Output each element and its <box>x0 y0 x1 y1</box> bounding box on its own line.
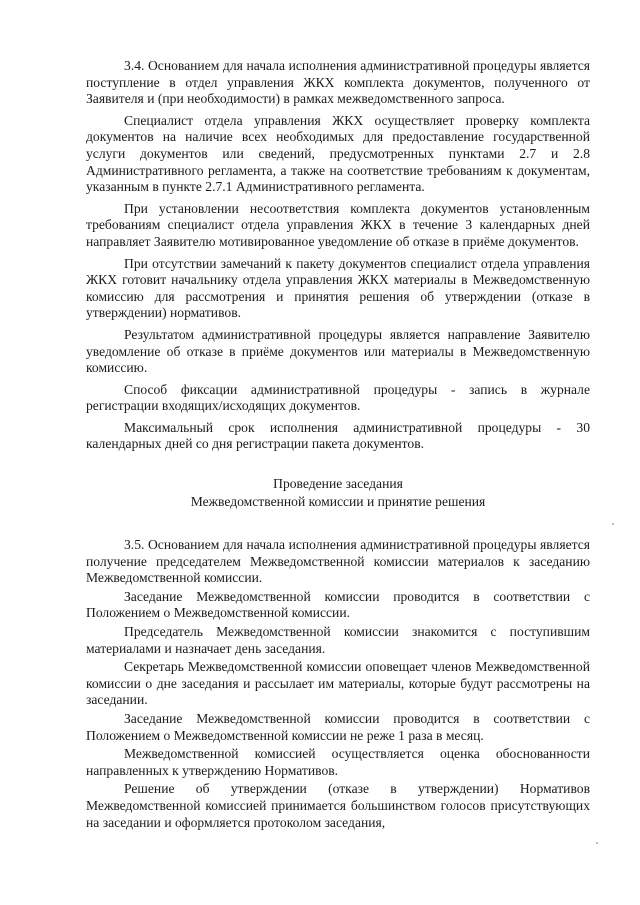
paragraph-3-4: 3.4. Основанием для начала исполнения административной процедуры является поступление в отдел управления ЖКХ комплекта документов, полученного от Заявителя и (при необходимости) в рамках межведомственного запроса. <box>86 58 590 107</box>
paragraph-nonconformity: При установлении несоответствия комплекта документов установленным требованиям специалист отдела управления ЖКХ в течение 3 календарных дней направляет Заявителю мотивированное уведомление об отказе в приёме документов. <box>86 200 590 249</box>
paragraph-assessment: Межведомственной комиссией осуществляется оценка обоснованности направленных к утверждению Нормативов. <box>86 746 590 778</box>
section-heading-line-1: Проведение заседания <box>273 476 403 492</box>
paragraph-decision: Решение об утверждении (отказе в утверждении) Нормативов Межведомственной комиссией принимается большинством голосов присутствующих на заседании и оформляется протоколом заседания, <box>86 781 590 830</box>
paragraph-secretary: Секретарь Межведомственной комиссии оповещает членов Межведомственной комиссии о дне заседания и рассылает им материалы, которые будут рассмотрены на заседании. <box>86 659 590 708</box>
document-page <box>86 58 590 833</box>
paragraph-3-5: 3.5. Основанием для начала исполнения административной процедуры является получение председателем Межведомственной комиссии материалов к заседанию Межведомственной комиссии. <box>86 537 590 586</box>
paragraph-meeting-held: Заседание Межведомственной комиссии проводится в соответствии с Положением о Межведомственной комиссии. <box>86 588 590 621</box>
section-heading <box>86 475 590 511</box>
paragraph-meeting-frequency: Заседание Межведомственной комиссии проводится в соответствии с Положением о Межведомственной комиссии не реже 1 раза в месяц. <box>86 711 590 743</box>
paragraph-fixation: Способ фиксации административной процедуры - запись в журнале регистрации входящих/исходящих документов. <box>86 381 590 414</box>
scan-speck <box>612 523 614 525</box>
paragraph-check-documents: Специалист отдела управления ЖКХ осуществляет проверку комплекта документов на наличие всех необходимых для предоставление государственной услуги документов или сведений, предусмотренных пунктами 2.7 и 2.8 Административного регламента, а также на соответствие требованиям к документам, указанным в пункте 2.7.1 Административного регламента. <box>86 112 590 195</box>
scan-speck <box>596 842 598 844</box>
paragraph-result: Результатом административной процедуры является направление Заявителю уведомление об отказе в приёме документов или материалы в Межведомственную комиссию. <box>86 326 590 376</box>
paragraph-max-term: Максимальный срок исполнения административной процедуры - 30 календарных дней со дня регистрации пакета документов. <box>86 419 590 452</box>
paragraph-no-remarks: При отсутствии замечаний к пакету документов специалист отдела управления ЖКХ готовит начальнику отдела управления ЖКХ материалы в Межведомственную комиссию для рассмотрения и принятия решения об утверждении (отказе в утверждении) нормативов. <box>86 255 590 321</box>
section-heading-line-2: Межведомственной комиссии и принятие решения <box>190 494 486 510</box>
paragraph-chairman: Председатель Межведомственной комиссии знакомится с поступившим материалами и назначает день заседания. <box>86 624 590 656</box>
